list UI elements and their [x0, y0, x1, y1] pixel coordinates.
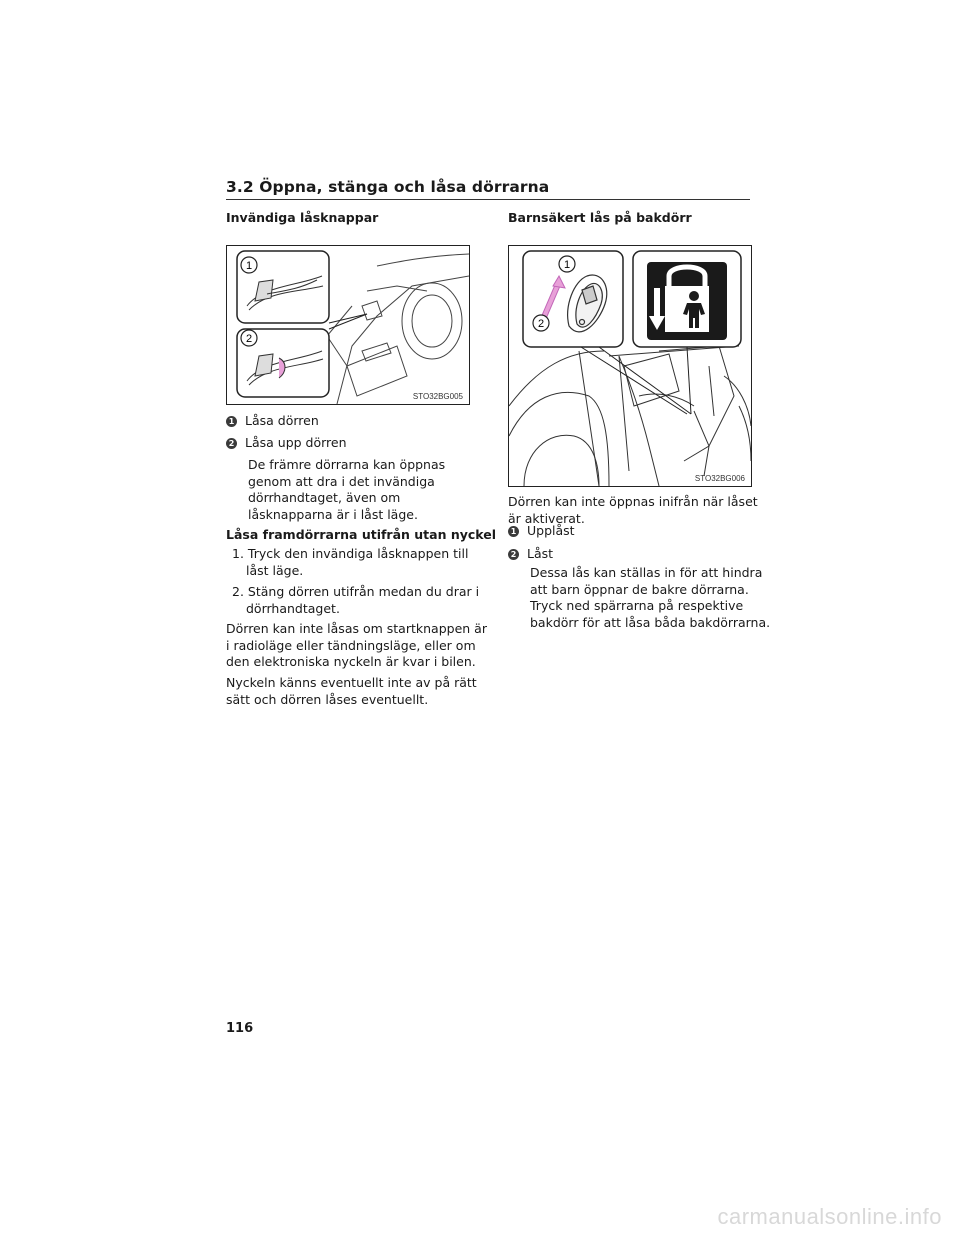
child-lock-figure — [508, 245, 752, 487]
figure-code: STO32BG006 — [694, 474, 745, 483]
callout-2: 2 — [537, 318, 545, 330]
item-label: Upplåst — [527, 523, 575, 538]
desc-line: låsknapparna är i låst läge. — [248, 506, 418, 522]
number-badge: 1 — [226, 416, 237, 427]
desc-line: genom att dra i det invändiga — [248, 473, 435, 489]
para-line: sätt och dörren låses eventuellt. — [226, 691, 429, 707]
item-label: Låsa upp dörren — [245, 435, 347, 450]
list-item-unlock — [226, 435, 347, 452]
callout-1: 1 — [563, 259, 571, 271]
para-line: Dörren kan inte öppnas inifrån när låset — [508, 494, 758, 509]
desc-line: att barn öppnar de bakre dörrarna. — [530, 581, 749, 597]
door-lock-figure — [226, 245, 470, 405]
step-line: dörrhandtaget. — [246, 600, 340, 616]
para-line: Dörren kan inte låsas om startknappen är — [226, 621, 487, 636]
number-badge: 1 — [508, 526, 519, 537]
page-number: 116 — [226, 1021, 254, 1036]
step-1 — [232, 546, 468, 579]
desc-line: bakdörr för att låsa båda bakdörrarna. — [530, 614, 771, 630]
desc-line: De främre dörrarna kan öppnas — [248, 457, 446, 472]
child-lock-icon — [647, 262, 727, 340]
paragraph-2 — [226, 675, 477, 708]
step-2 — [232, 584, 479, 617]
item-label: Låsa dörren — [245, 413, 319, 428]
list-item-locked — [508, 546, 553, 563]
paragraph-1 — [226, 621, 487, 671]
para-line: är aktiverat. — [508, 510, 585, 526]
desc-line: Dessa lås kan ställas in för att hindra — [530, 565, 763, 580]
item-label: Låst — [527, 546, 554, 561]
section-divider — [226, 199, 750, 200]
para-line: i radioläge eller tändningsläge, eller om — [226, 637, 476, 653]
section-title: 3.2 Öppna, stänga och låsa dörrarna — [226, 178, 550, 196]
desc-line: dörrhandtaget, även om — [248, 490, 401, 505]
left-subheading: Låsa framdörrarna utifrån utan nyckel — [226, 527, 497, 542]
figure-code: STO32BG005 — [412, 392, 463, 401]
step-line: låst läge. — [246, 562, 304, 578]
number-badge: 2 — [226, 438, 237, 449]
item-description — [248, 457, 445, 523]
callout-2: 2 — [245, 333, 253, 345]
para-line: den elektroniska nyckeln är kvar i bilen. — [226, 654, 476, 669]
step-line: 2. Stäng dörren utifrån medan du drar i — [232, 584, 480, 599]
list-item-lock — [226, 413, 319, 430]
watermark: carmanualsonline.info — [717, 1204, 942, 1229]
callout-1: 1 — [245, 260, 253, 272]
item-description — [530, 565, 770, 631]
list-item-unlocked — [508, 523, 575, 540]
step-line: 1. Tryck den invändiga låsknappen till — [232, 546, 469, 561]
right-heading: Barnsäkert lås på bakdörr — [508, 210, 692, 225]
number-badge: 2 — [508, 549, 519, 560]
left-heading: Invändiga låsknappar — [226, 210, 379, 225]
desc-line: Tryck ned spärrarna på respektive — [530, 598, 744, 613]
para-line: Nyckeln känns eventuellt inte av på rätt — [226, 675, 477, 690]
